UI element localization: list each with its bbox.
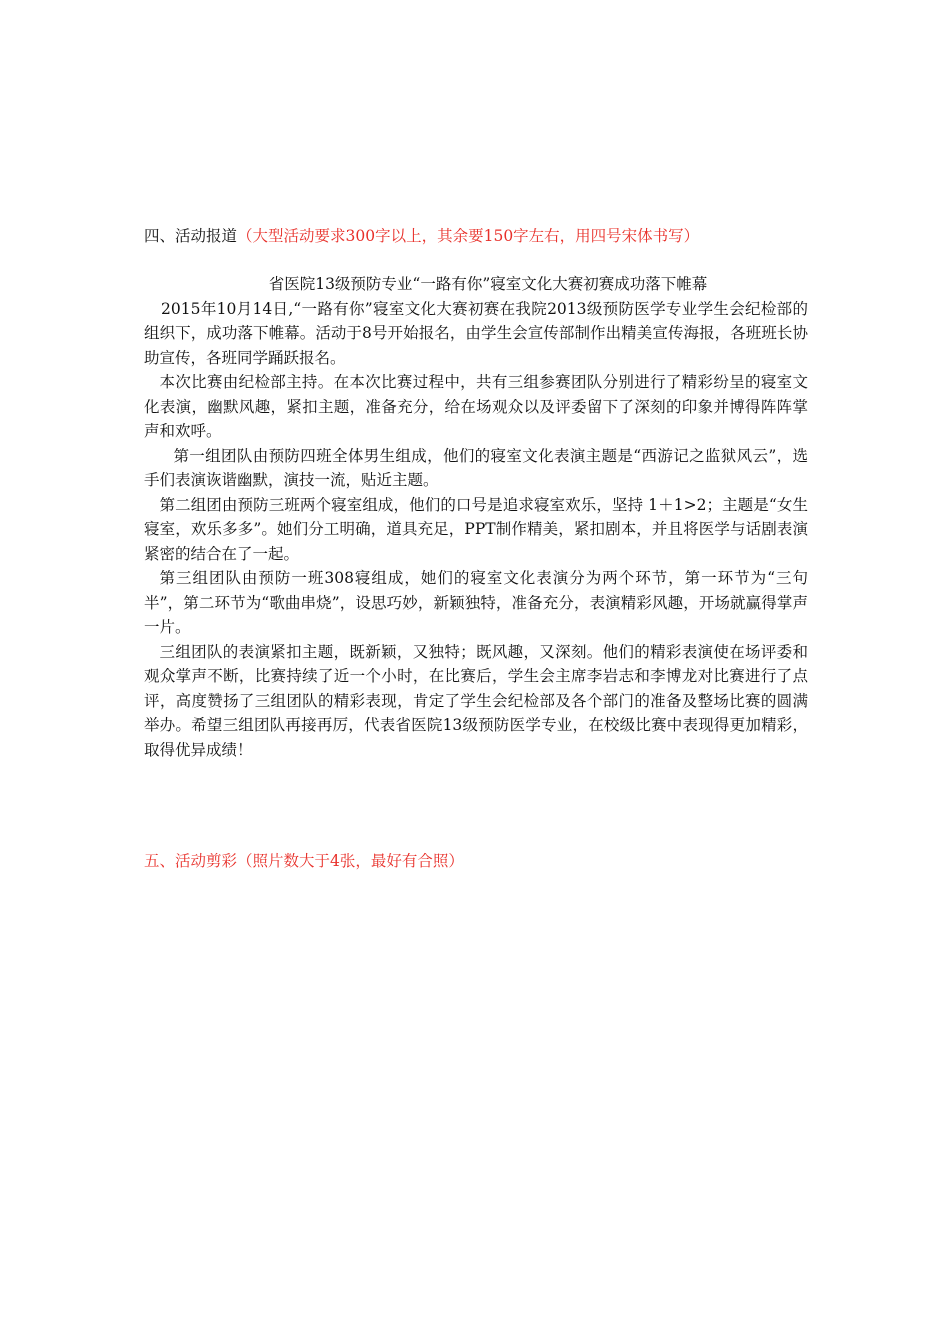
article-paragraph: 三组团队的表演紧扣主题，既新颖，又独特；既风趣，又深刻。他们的精彩表演使在场评委和观众掌声不断，比赛持续了近一个小时，在比赛后，学生会主席李岩志和李博龙对比赛进行了点评，高度赞扬了三组团队的精彩表现，肯定了学生会纪检部及各个部门的准备及整场比赛的圆满举办。希望三组团队再接再厉，代表省医院13级预防医学专业，在校级比赛中表现得更加精彩，取得优异成绩！ [144,642,808,759]
article-title: 省医院13级预防专业“一路有你”寝室文化大赛初赛成功落下帷幕 [268,275,708,293]
article-paragraph: 第二组团由预防三班两个寝室组成，他们的口号是追求寝室欢乐，坚持 1＋1>2；主题是“女生寝室，欢乐多多”。她们分工明确，道具充足，PPT制作精美，紧扣剧本，并且将医学与话剧表演紧密的结合在了一起。 [144,495,808,563]
article-paragraph: 本次比赛由纪检部主持。在本次比赛过程中，共有三组参赛团队分别进行了精彩纷呈的寝室文化表演，幽默风趣，紧扣主题，准备充分，给在场观众以及评委留下了深刻的印象并博得阵阵掌声和欢呼。 [144,373,808,440]
section-heading-activity-report [144,224,699,248]
section-label: 四、活动报道 [144,227,238,245]
section-instruction-note: （大型活动要求300字以上，其余要150字左右，用四号宋体书写） [237,227,700,245]
section-instruction-note: （照片数大于4张，最好有合照） [237,852,464,870]
section-label: 五、活动剪彩 [144,852,238,870]
section-heading-activity-photos [144,849,464,873]
article-paragraph: 2015年10月14日,“一路有你”寝室文化大赛初赛在我院2013级预防医学专业学生会纪检部的组织下，成功落下帷幕。活动于8号开始报名，由学生会宣传部制作出精美宣传海报，各班班长协助宣传，各班同学踊跃报名。 [144,299,808,367]
article-paragraph: 第一组团队由预防四班全体男生组成，他们的寝室文化表演主题是“西游记之监狱风云”，选手们表演诙谐幽默，演技一流，贴近主题。 [144,446,808,489]
activity-report-article [144,272,808,762]
article-paragraph: 第三组团队由预防一班308寝组成，她们的寝室文化表演分为两个环节，第一环节为“三句半”，第二环节为“歌曲串烧”，设思巧妙，新颖独特，准备充分，表演精彩风趣，开场就赢得掌声一片。 [144,569,808,636]
